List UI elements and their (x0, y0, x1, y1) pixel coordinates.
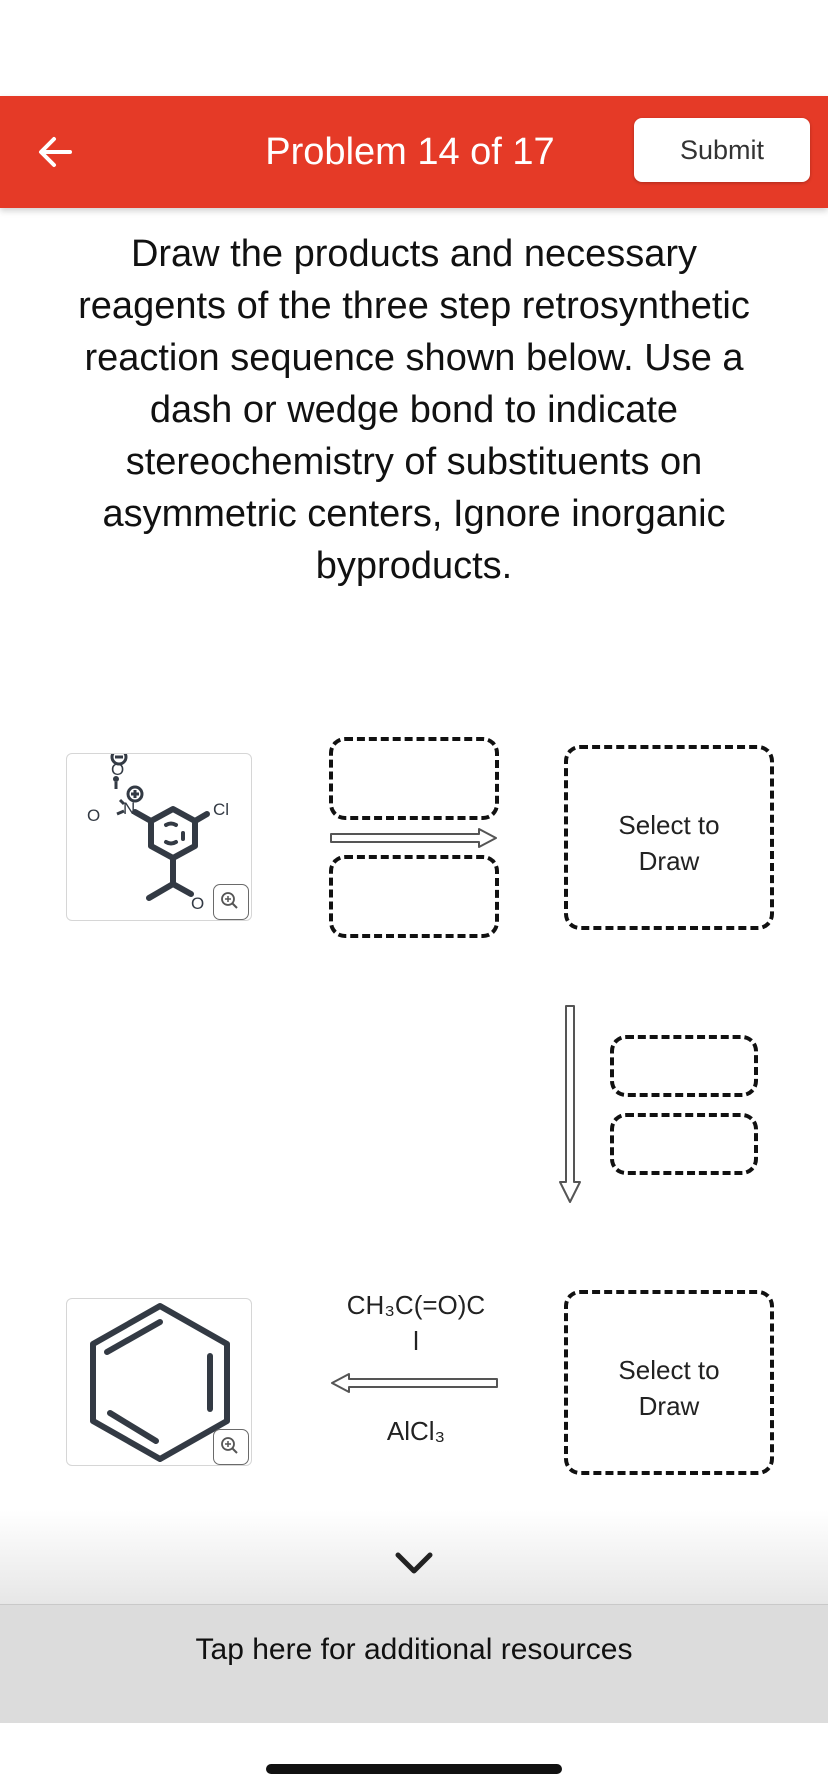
target-molecule-card[interactable] (66, 753, 252, 921)
zoom-button[interactable] (213, 1429, 249, 1465)
benzene-molecule-card[interactable] (66, 1298, 252, 1466)
magnifier-plus-icon (214, 1430, 247, 1463)
reaction-arrow-down (557, 1004, 583, 1204)
magnifier-plus-icon (214, 885, 247, 918)
draw-box-product-1[interactable] (564, 745, 774, 930)
back-button[interactable] (30, 126, 82, 178)
reagent-catalyst: AlCl₃ (386, 1416, 446, 1446)
draw-box-product-2[interactable] (564, 1290, 774, 1475)
page-title: Problem 14 of 17 (265, 131, 555, 173)
atom-label-cl: Cl (213, 800, 230, 819)
atom-label-o2: O (87, 806, 101, 825)
additional-resources-bar[interactable] (0, 1604, 828, 1723)
problem-instructions: Draw the products and necessary reagents of the three step retrosynthetic reaction sequence shown below. Use a dash or wedge bond to indicate stereochemistry of substituents on asymmetric centers, Ignore inorganic byproducts. (78, 233, 750, 587)
home-indicator (266, 1764, 562, 1774)
zoom-button[interactable] (213, 884, 249, 920)
reagent-box-step1-bottom[interactable] (329, 855, 499, 938)
reagent-box-step1-top[interactable] (329, 737, 499, 820)
reagent-box-step2-bottom[interactable] (610, 1113, 758, 1175)
reagent-acyl-chloride-cont: l (413, 1326, 419, 1356)
top-bar (0, 96, 828, 208)
reagent-box-step2-top[interactable] (610, 1035, 758, 1097)
select-to-draw-label: Select to Draw (618, 1355, 720, 1421)
reaction-arrow-left (329, 1370, 499, 1396)
reaction-arrow-right (329, 825, 499, 851)
arrow-left-icon (30, 126, 82, 178)
reagent-acyl-chloride: CH₃C(=O)C (346, 1290, 486, 1320)
submit-button[interactable]: Submit (634, 118, 810, 182)
atom-label-o1: O (111, 760, 125, 779)
atom-label-o3: O (191, 894, 205, 913)
atom-label-n: N (123, 799, 136, 818)
chevron-down-icon[interactable] (394, 1550, 434, 1576)
additional-resources-label: Tap here for additional resources (195, 1633, 633, 1666)
select-to-draw-label: Select to Draw (618, 810, 720, 876)
